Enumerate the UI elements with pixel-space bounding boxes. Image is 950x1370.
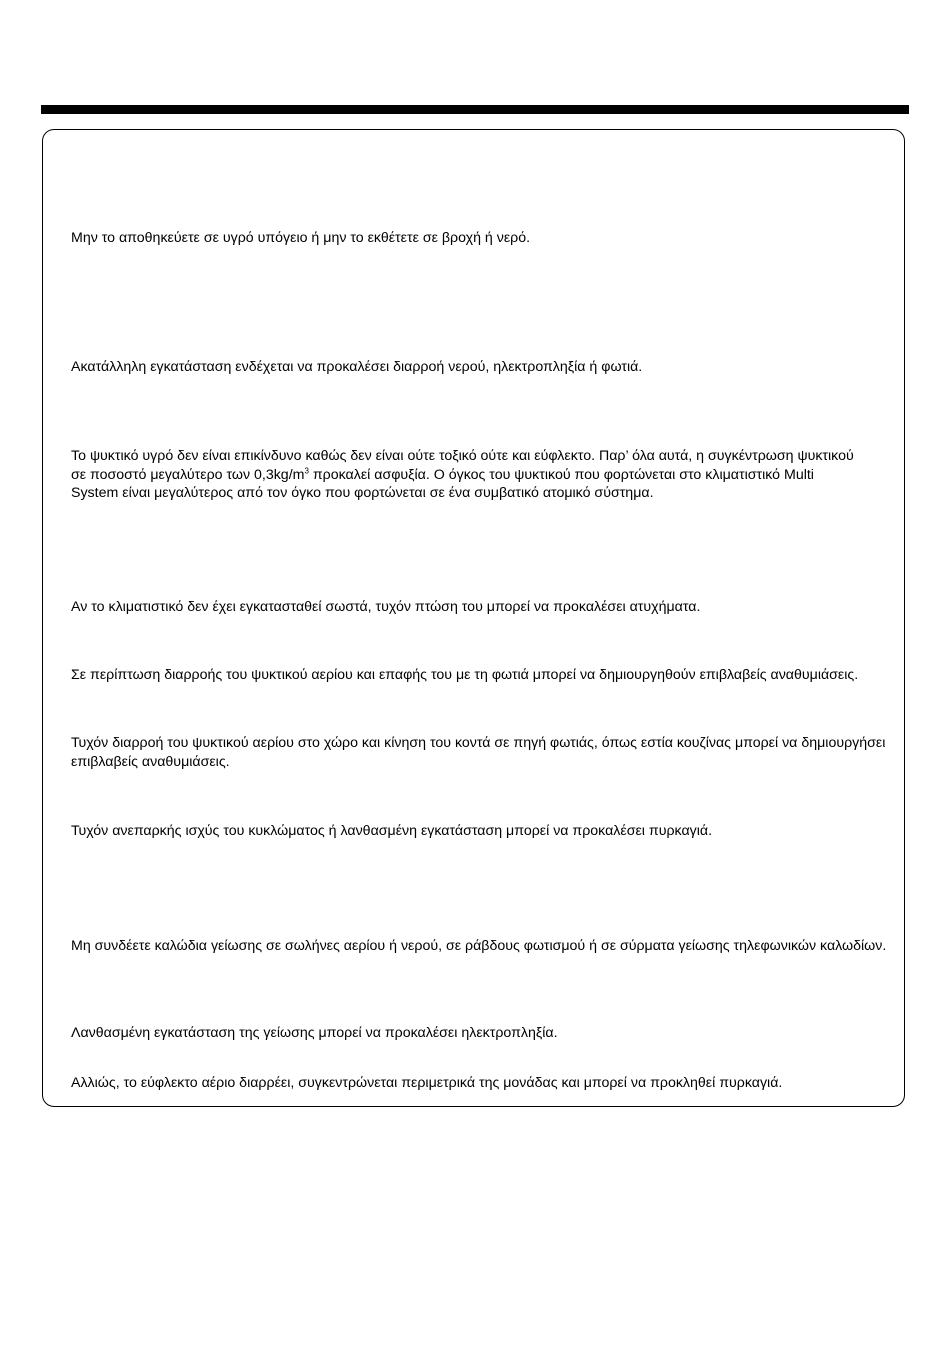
paragraph-grounding-error: Λανθασμένη εγκατάσταση της γείωσης μπορεί να προκαλέσει ηλεκτροπληξία. [71, 1025, 558, 1041]
paragraph-fall-accident: Αν το κλιματιστικό δεν έχει εγκατασταθεί σωστά, τυχόν πτώση του μπορεί να προκαλέσει ατυχήματα. [71, 599, 701, 615]
paragraph-refrigerant-safety [71, 447, 861, 503]
paragraph-circuit-capacity: Τυχόν ανεπαρκής ισχύς του κυκλώματος ή λανθασμένη εγκατάσταση μπορεί να προκαλέσει πυρκαγιά. [71, 823, 713, 839]
warning-box [42, 129, 905, 1107]
paragraph-grounding-connection: Μη συνδέετε καλώδια γείωσης σε σωλήνες αερίου ή νερού, σε ράβδους φωτισμού ή σε σύρματα γείωσης τηλεφωνικών καλωδίων. [71, 938, 887, 954]
header-rule [41, 105, 909, 114]
refrigerant-text-part1: Το ψυκτικό υγρό δεν είναι επικίνδυνο καθώς δεν είναι ούτε τοξικό ούτε και εύφλεκτο. Παρ’ όλα αυτά, η συγκέντρωση ψυκτικού σε ποσοστό μεγαλύτερο των 0,3kg/m [71, 448, 854, 483]
paragraph-improper-installation: Ακατάλληλη εγκατάσταση ενδέχεται να προκαλέσει διαρροή νερού, ηλεκτροπληξία ή φωτιά. [71, 359, 643, 375]
refrigerant-text-part2: προκαλεί ασφυξία. Ο όγκος του ψυκτικού που φορτώνεται στο κλιματιστικό Multi System είναι μεγαλύτερος από τον όγκο που φορτώνεται σε ένα συμβατικό ατομικό σύστημα. [71, 466, 814, 502]
paragraph-flammable-gas: Αλλιώς, το εύφλεκτο αέριο διαρρέει, συγκεντρώνεται περιμετρικά της μονάδας και μπορεί να προκληθεί πυρκαγιά. [71, 1075, 783, 1091]
paragraph-gas-leak-kitchen: Τυχόν διαρροή του ψυκτικού αερίου στο χώρο και κίνηση του κοντά σε πηγή φωτιάς, όπως εστία κουζίνας μπορεί να δημιουργήσει επιβλαβείς αναθυμιάσεις. [71, 735, 886, 770]
refrigerant-superscript: 3 [304, 465, 309, 475]
paragraph-storage-warning: Μην το αποθηκεύετε σε υγρό υπόγειο ή μην το εκθέτετε σε βροχή ή νερό. [71, 230, 531, 246]
paragraph-gas-fire-fumes: Σε περίπτωση διαρροής του ψυκτικού αερίου και επαφής του με τη φωτιά μπορεί να δημιουργηθούν επιβλαβείς αναθυμιάσεις. [71, 667, 859, 683]
